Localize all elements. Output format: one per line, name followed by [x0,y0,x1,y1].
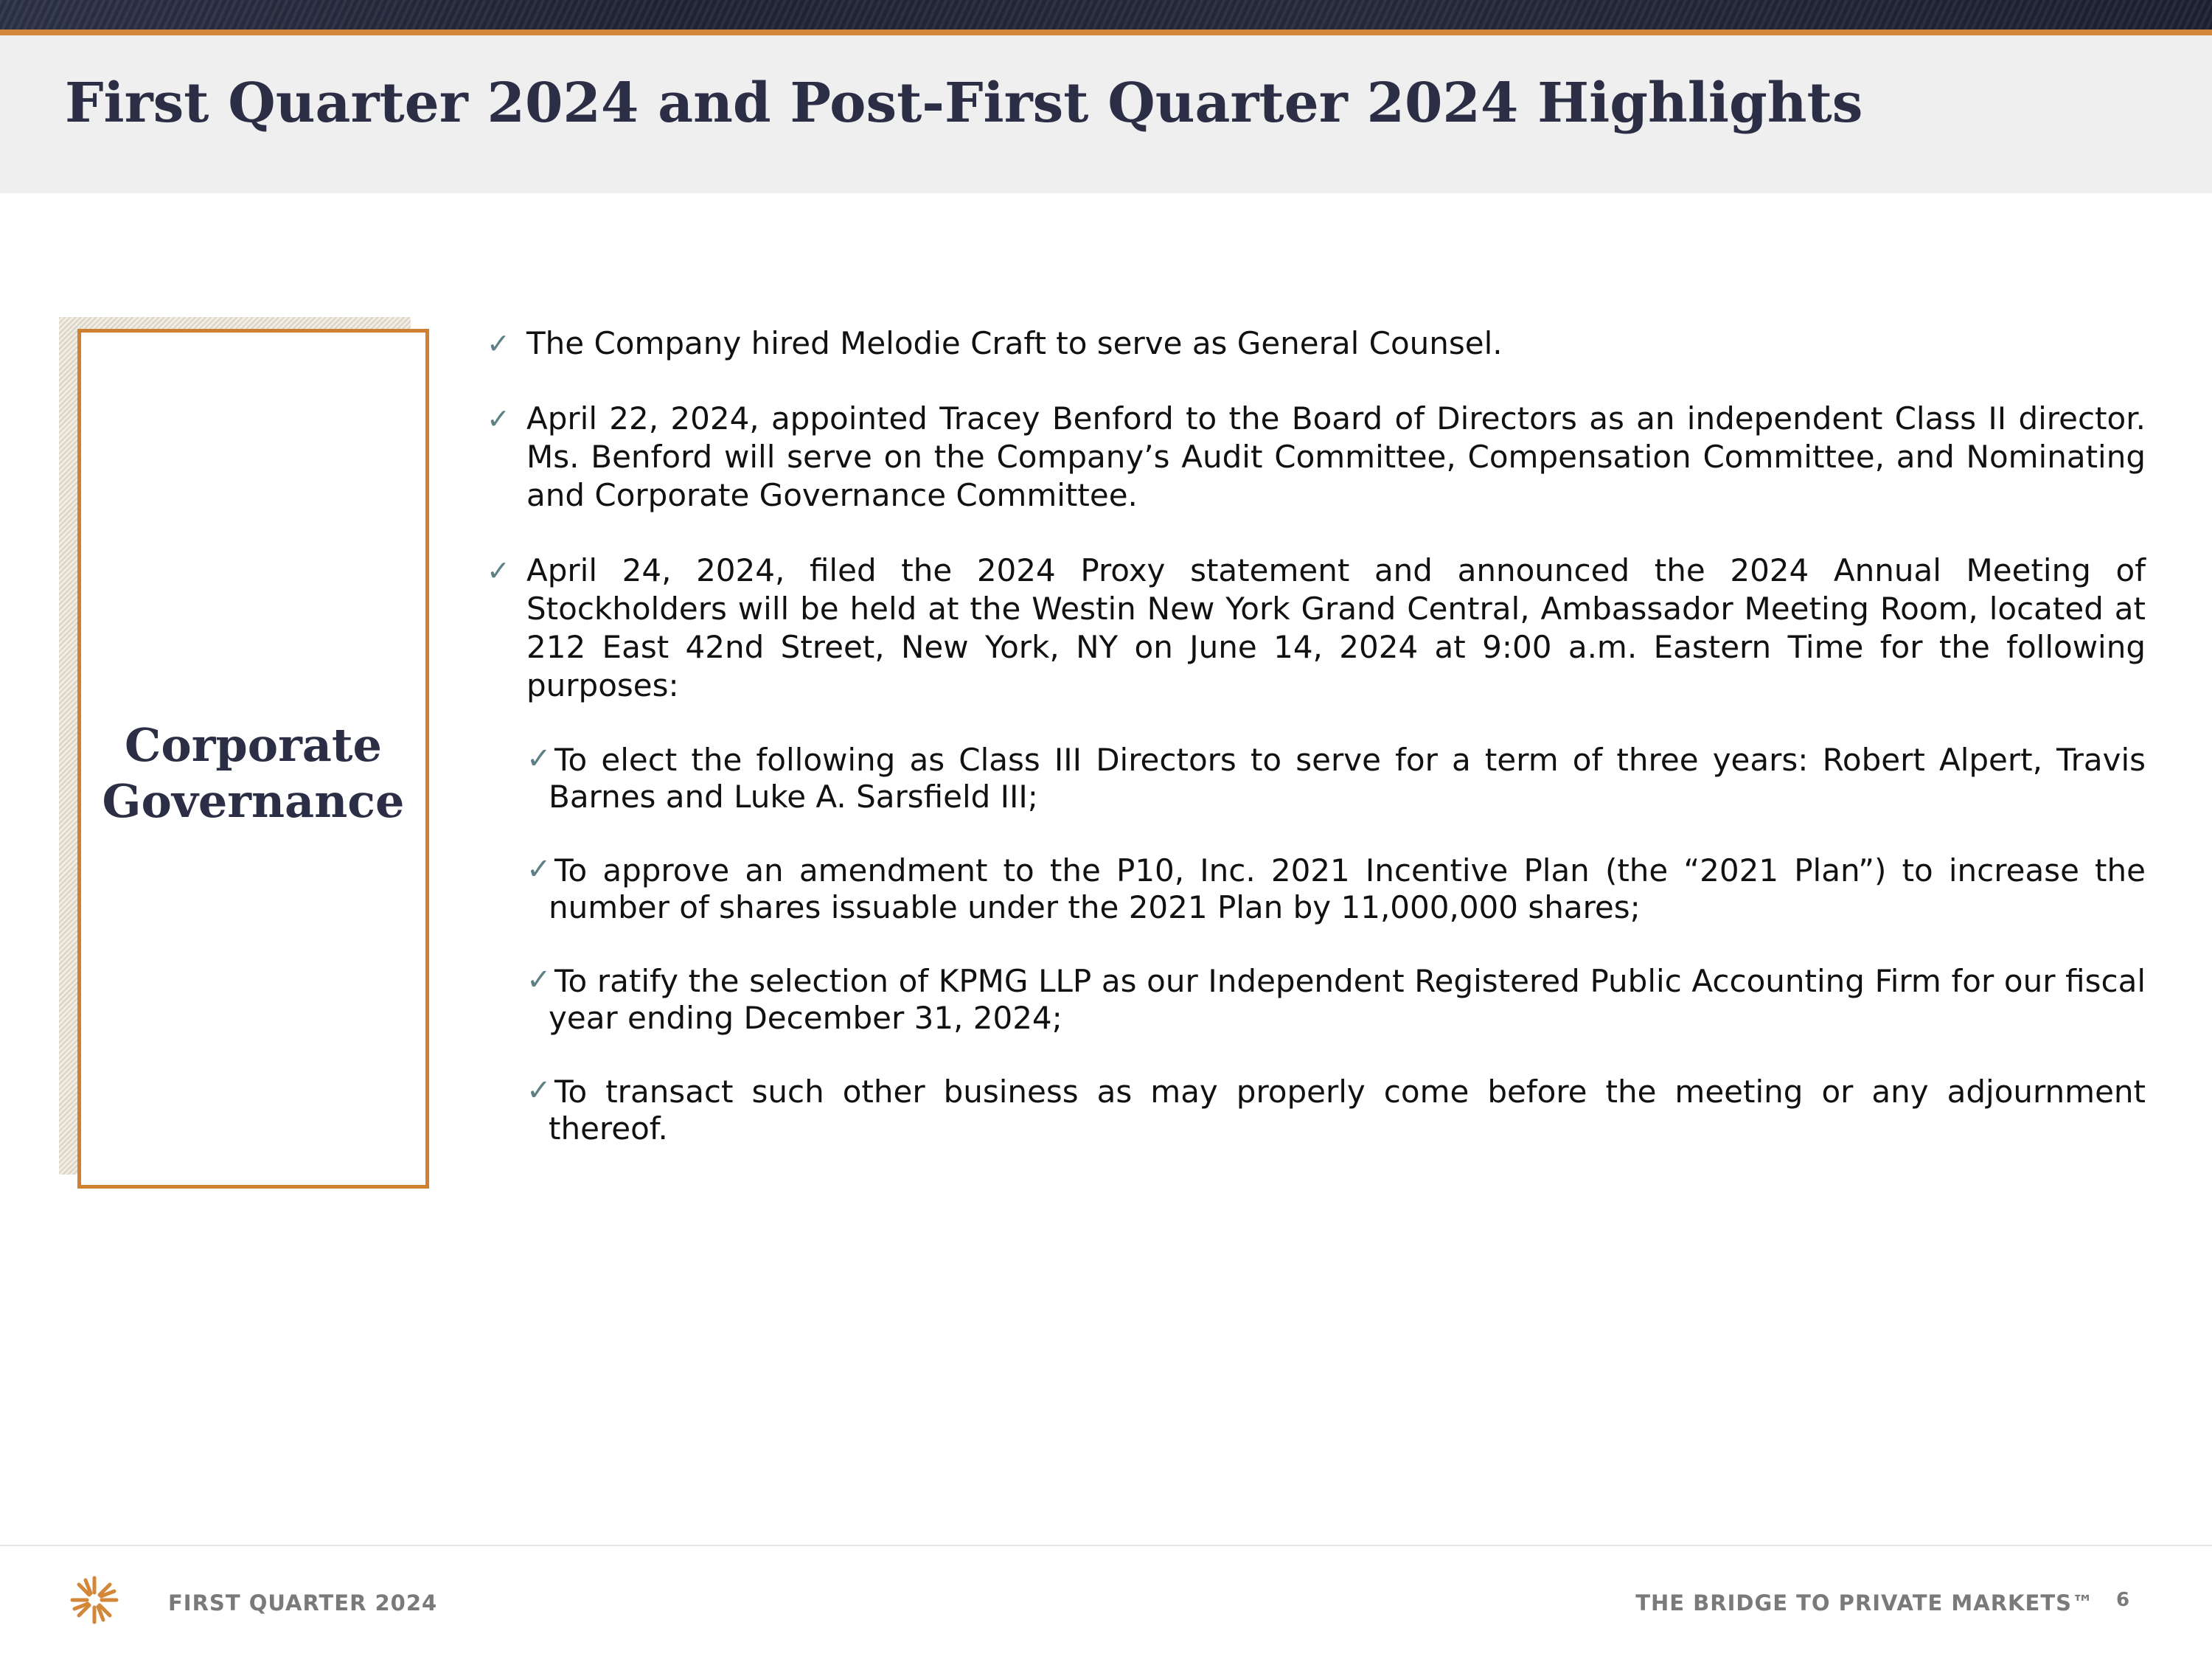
checkmark-icon: ✓ [526,1074,552,1107]
checkmark-icon: ✓ [526,742,552,776]
list-item-text: April 24, 2024, filed the 2024 Proxy statement and announced the 2024 Annual Meeting of Stockholders will be held at the Westin New York Grand Central, Ambassador Meeting Room, located at 212 East 42nd Street, New York, NY on June 14, 2024 at 9:00 a.m. Eastern Time for the following purposes: [526,552,2146,703]
footer-period-label: FIRST QUARTER 2024 [168,1590,438,1615]
highlights-list [487,324,2146,1184]
page-number: 6 [2116,1589,2130,1611]
accent-divider-line [0,29,2212,35]
footer-tagline: THE BRIDGE TO PRIVATE MARKETS™ [1635,1590,2094,1615]
section-label-line-2: Governance [102,774,405,828]
starburst-logo-icon [68,1573,121,1627]
list-item-text: April 22, 2024, appointed Tracey Benford to the Board of Directors as an independent Class II director. Ms. Benford will serve on the Company’s Audit Committee, Compensation Committee, and Nominating and Corporate Governance Committee. [526,400,2146,513]
section-label-box [77,329,429,1189]
checkmark-icon: ✓ [526,963,552,997]
page-title: First Quarter 2024 and Post-First Quarter 2024 Highlights [65,72,1863,135]
checkmark-icon: ✓ [487,403,510,435]
sub-list-item-text: To transact such other business as may properly come before the meeting or any adjournment thereof. [549,1074,2146,1147]
section-label-line-1: Corporate [125,718,382,773]
list-item [487,324,2146,363]
section-label [102,717,405,829]
sub-list-item-text: To elect the following as Class III Directors to serve for a term of three years: Robert Alpert, Travis Barnes and Luke A. Sarsfield III; [549,742,2146,815]
sub-list-item [526,1074,2146,1147]
checkmark-icon: ✓ [487,554,510,587]
checkmark-icon: ✓ [526,852,552,886]
list-item [487,400,2146,515]
footer-divider [0,1545,2212,1546]
sub-list-item [526,852,2146,926]
sub-list-item [526,742,2146,815]
sub-list-item-text: To approve an amendment to the P10, Inc. 2021 Incentive Plan (the “2021 Plan”) to increase the number of shares issuable under the 2021 Plan by 11,000,000 shares; [549,852,2146,925]
sub-list-item-text: To ratify the selection of KPMG LLP as our Independent Registered Public Accounting Firm for our fiscal year ending December 31, 2024; [549,963,2146,1036]
top-decorative-band [0,0,2212,29]
sub-list-item [526,963,2146,1037]
list-item-text: The Company hired Melodie Craft to serve as General Counsel. [526,325,1503,361]
checkmark-icon: ✓ [487,327,510,360]
list-item [487,552,2146,705]
